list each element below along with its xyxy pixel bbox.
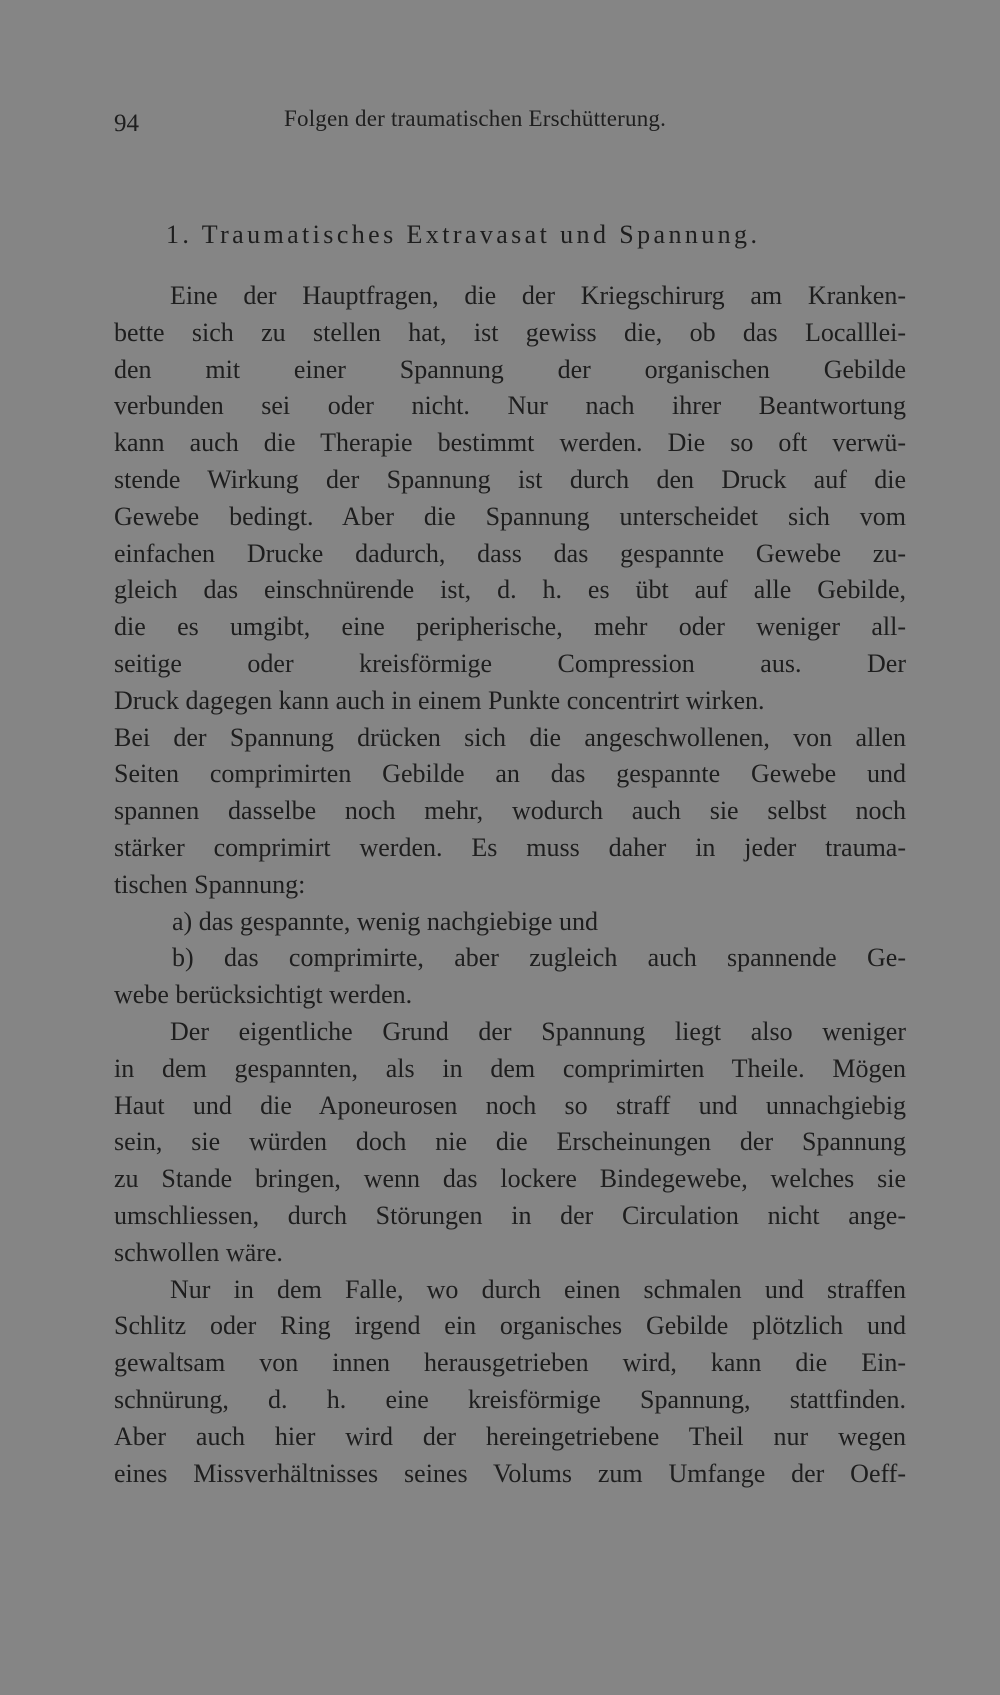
text-line: sein, sie würden doch nie die Erscheinungen der Spannung (114, 1127, 906, 1157)
text-line: gewaltsam von innen herausgetrieben wird, kann die Ein- (114, 1348, 906, 1378)
text-line: spannen dasselbe noch mehr, wodurch auch sie selbst noch (114, 796, 906, 826)
text-line: tischen Spannung: (114, 869, 306, 899)
text-line: bette sich zu stellen hat, ist gewiss die, ob das Localllei- (114, 317, 906, 347)
text-line: Eine der Hauptfragen, die der Kriegschirurg am Kranken- (170, 281, 906, 310)
text-line: b) das comprimirte, aber zugleich auch spannende Ge- (172, 943, 906, 973)
text-line: Der eigentliche Grund der Spannung liegt also weniger (170, 1016, 906, 1046)
text-line: Bei der Spannung drücken sich die angeschwollenen, von allen (114, 722, 906, 752)
text-line: gleich das einschnürende ist, d. h. es übt auf alle Gebilde, (114, 575, 906, 605)
text-line: die es umgibt, eine peripherische, mehr oder weniger all- (114, 612, 906, 642)
text-line: webe berücksichtigt werden. (114, 980, 413, 1010)
text-line: Druck dagegen kann auch in einem Punkte concentrirt wirken. (114, 685, 765, 715)
running-title: Folgen der traumatischen Erschütterung. (284, 106, 667, 131)
body-text (114, 278, 906, 1492)
text-line: in dem gespannten, als in dem comprimirten Theile. Mögen (114, 1053, 906, 1083)
text-line: Nur in dem Falle, wo durch einen schmalen und straffen (170, 1274, 906, 1304)
text-line: den mit einer Spannung der organischen Gebilde (114, 354, 906, 384)
text-line: schwollen wäre. (114, 1237, 283, 1267)
text-line: einfachen Drucke dadurch, dass das gespannte Gewebe zu- (114, 538, 906, 568)
text-line: eines Missverhältnisses seines Volums zum Umfange der Oeff- (114, 1458, 906, 1488)
text-line: kann auch die Therapie bestimmt werden. Die so oft verwü- (114, 428, 906, 458)
text-line: stende Wirkung der Spannung ist durch den Druck auf die (114, 464, 906, 494)
page-number: 94 (114, 110, 139, 137)
text-line: Haut und die Aponeurosen noch so straff und unnachgiebig (114, 1090, 906, 1120)
text-line: Schlitz oder Ring irgend ein organisches Gebilde plötzlich und (114, 1311, 906, 1341)
text-line: Aber auch hier wird der hereingetriebene Theil nur wegen (114, 1421, 906, 1451)
text-line: zu Stande bringen, wenn das lockere Bindegewebe, welches sie (114, 1164, 906, 1194)
text-line: stärker comprimirt werden. Es muss daher in jeder trauma- (114, 832, 906, 862)
text-line: verbunden sei oder nicht. Nur nach ihrer Beantwortung (114, 391, 906, 421)
text-line: Gewebe bedingt. Aber die Spannung unterscheidet sich vom (114, 501, 906, 531)
text-line: a) das gespannte, wenig nachgiebige und (172, 906, 598, 936)
section-heading: 1. Traumatisches Extravasat und Spannung. (166, 220, 761, 249)
text-line: seitige oder kreisförmige Compression aus. Der (114, 648, 906, 678)
page-header (114, 104, 914, 144)
text-line: schnürung, d. h. eine kreisförmige Spannung, stattfinden. (114, 1384, 906, 1414)
text-line: umschliessen, durch Störungen in der Circulation nicht ange- (114, 1200, 906, 1230)
text-line: Seiten comprimirten Gebilde an das gespannte Gewebe und (114, 759, 906, 789)
